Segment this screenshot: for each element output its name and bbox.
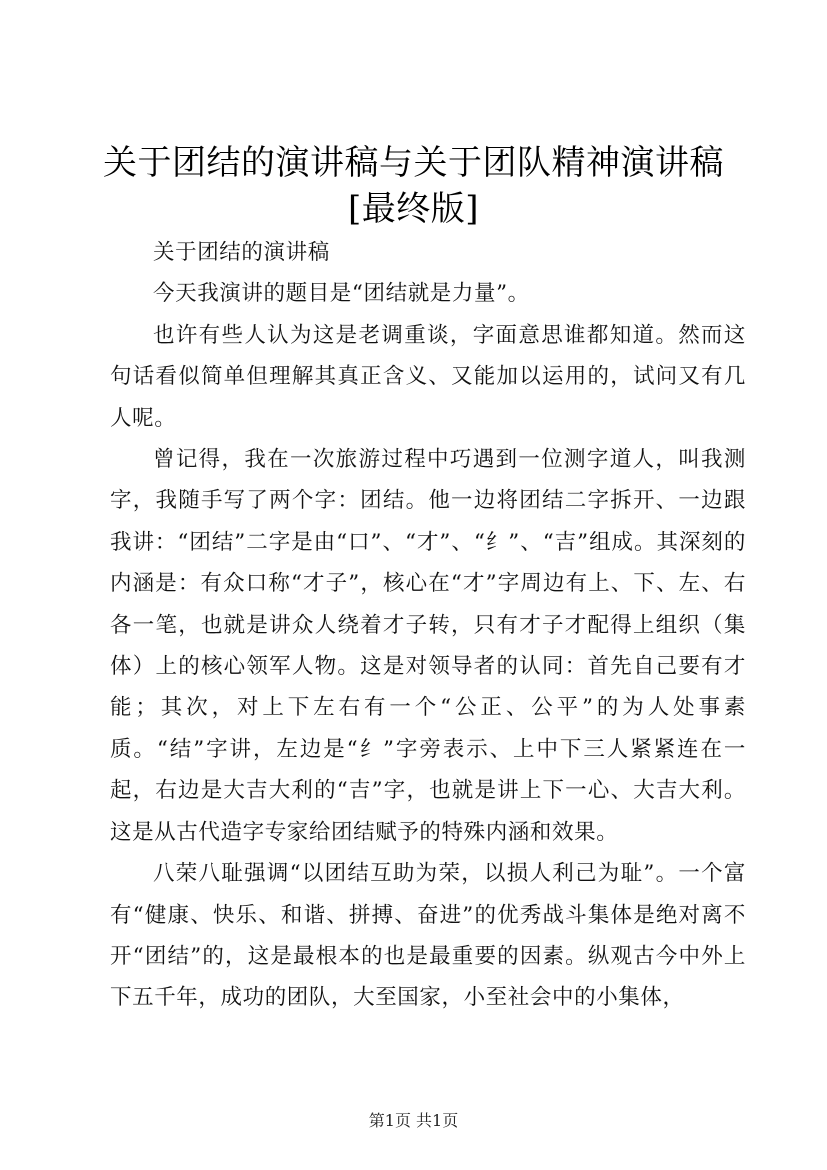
paragraph: 曾记得，我在一次旅游过程中巧遇到一位测字道人，叫我测字，我随手写了两个字：团结。他一边将团结二字拆开、一边跟我讲：“团结”二字是由“口”、“才”、“纟”、“吉”组成。其深刻的内涵是：有众口称“才子”，核心在“才”字周边有上、下、左、右各一笔，也就是讲众人绕着才子转，只有才子才配得上组织（集体）上的核心领军人物。这是对领导者的认同：首先自己要有才能；其次，对上下左右有一个“公正、公平”的为人处事素质。“结”字讲，左边是“纟”字旁表示、上中下三人紧紧连在一起，右边是大吉大利的“吉”字，也就是讲上下一心、大吉大利。这是从古代造字专家给团结赋予的特殊内涵和效果。 xyxy=(110,447,746,845)
paragraph-topic: 今天我演讲的题目是“团结就是力量”。 xyxy=(153,281,530,307)
document-title: 关于团结的演讲稿与关于团队精神演讲稿[最终版] xyxy=(103,143,724,229)
paragraph: 也许有些人认为这是老调重谈，字面意思谁都知道。然而这句话看似简单但理解其真正含义、又能加以运用的，试问又有几人呢。 xyxy=(110,322,746,431)
paragraph: 八荣八耻强调“以团结互助为荣，以损人利己为耻”。一个富有“健康、快乐、和谐、拼搏、奋进”的优秀战斗集体是绝对离不开“团结”的，这是最根本的也是最重要的因素。纵观古今中外上下五千年，成功的团队，大至国家，小至社会中的小集体， xyxy=(110,861,746,1011)
document-body xyxy=(110,232,746,1019)
paragraph-subtitle: 关于团结的演讲稿 xyxy=(153,240,330,265)
page-number-footer: 第1页 共1页 xyxy=(368,1111,459,1130)
